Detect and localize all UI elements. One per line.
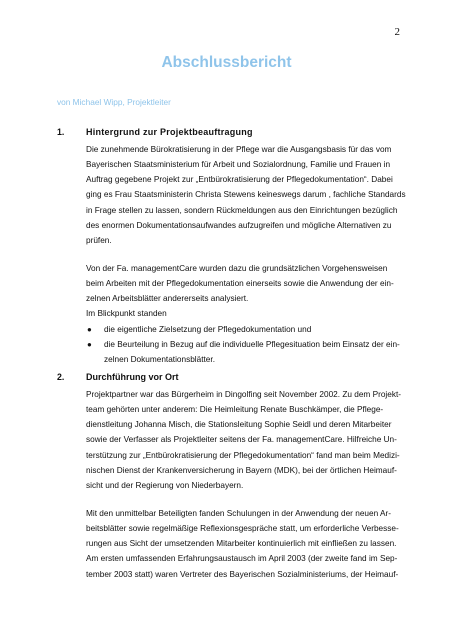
text-line: dienstleitung Johanna Misch, die Stationsleitung Sophie Seidl und deren Mitarbeiter <box>86 420 392 430</box>
text-line: prüfen. <box>86 235 112 245</box>
text-line: zelnen Dokumentationsblätter. <box>104 354 215 364</box>
text-line: die eigentliche Zielsetzung der Pflegedokumentation und <box>104 324 312 334</box>
text-line: Mit den unmittelbar Beteiligten fanden Schulungen in der Anwendung der neuen Ar- <box>86 508 392 518</box>
text-line: zelnen Arbeitsblätter andererseits analysiert. <box>86 294 249 304</box>
section-2-paragraph-1 <box>86 387 402 493</box>
section-2-heading: Durchführung vor Ort <box>86 372 179 382</box>
section-1-paragraph-2 <box>86 261 402 322</box>
section-1-body <box>86 142 406 367</box>
section-1-number: 1. <box>57 127 65 137</box>
text-line: in Frage stellen zu lassen, sondern Rückmeldungen aus den Einrichtungen bezüglich <box>86 205 398 215</box>
text-line: beitsblätter sowie regelmäßige Reflexionsgespräche statt, um erforderliche Verbesse- <box>86 524 399 534</box>
text-line: des enormen Dokumentationsaufwandes aufzugreifen und mögliche Alternativen zu <box>86 220 392 230</box>
text-line: nischen Dienst der Krankenversicherung in Bayern (MDK), bei der örtlichen Heimauf- <box>86 465 397 475</box>
section-2-body <box>86 387 402 582</box>
page-number: 2 <box>394 26 400 38</box>
text-line: Am ersten umfassenden Erfahrungsaustausch im April 2003 (der zweite fand im Sep- <box>86 554 398 564</box>
text-line: sowie der Verfasser als Projektleiter seitens der Fa. managementCare. Hilfreiche Un- <box>86 435 397 445</box>
text-line: rungen aus Sicht der umsetzenden Mitarbeiter kontinuierlich mit einfließen zu lassen. <box>86 539 397 549</box>
bullet-dot-icon: ● <box>87 324 92 334</box>
bullet-list <box>86 322 402 367</box>
section-1-paragraph-1 <box>86 142 406 248</box>
document-title: Abschlussbericht <box>161 54 292 71</box>
text-line: Projektpartner war das Bürgerheim in Dingolfing seit November 2002. Zu dem Projekt- <box>86 390 402 399</box>
text-line: Im Blickpunkt standen <box>86 309 167 319</box>
text-line: team gehörten unter anderem: Die Heimleitung Renate Buschkämper, die Pflege- <box>86 405 384 415</box>
text-line: terstützung zur „Entbürokratisierung der Pflegedokumentation“ fand man beim Medizi- <box>86 450 400 460</box>
text-line: Bayerischen Staatsministerium für Arbeit und Sozialordnung, Familie und Frauen in <box>86 160 391 170</box>
author-line: von Michael Wipp, Projektleiter <box>57 97 171 107</box>
section-2-number: 2. <box>57 372 65 382</box>
section-2-paragraph-2 <box>86 506 402 582</box>
bullet-dot-icon: ● <box>87 339 92 349</box>
text-line: Die zunehmende Bürokratisierung in der Pflege war die Ausgangsbasis für das vom <box>86 145 392 154</box>
text-line: Auftrag gegebene Projekt zur „Entbürokratisierung der Pflegedokumentation“. Dabei <box>86 175 393 185</box>
list-item <box>86 322 402 337</box>
section-1-heading: Hintergrund zur Projektbeauftragung <box>86 127 253 137</box>
text-line: tember 2003 statt) waren Vertreter des Bayerischen Sozialministeriums, der Heimauf- <box>86 569 399 579</box>
list-item <box>86 337 402 367</box>
text-line: sicht und der Regierung von Niederbayern. <box>86 480 244 490</box>
text-line: ging es Frau Staatsministerin Christa Stewens keineswegs darum , fachliche Standards <box>86 190 406 200</box>
text-line: beim Arbeiten mit der Pflegedokumentation einerseits sowie die Anwendung der ein- <box>86 279 394 289</box>
text-line: die Beurteilung in Bezug auf die individuelle Pflegesituation beim Einsatz der ein- <box>104 339 400 349</box>
text-line: Von der Fa. managementCare wurden dazu die grundsätzlichen Vorgehensweisen <box>86 263 388 273</box>
